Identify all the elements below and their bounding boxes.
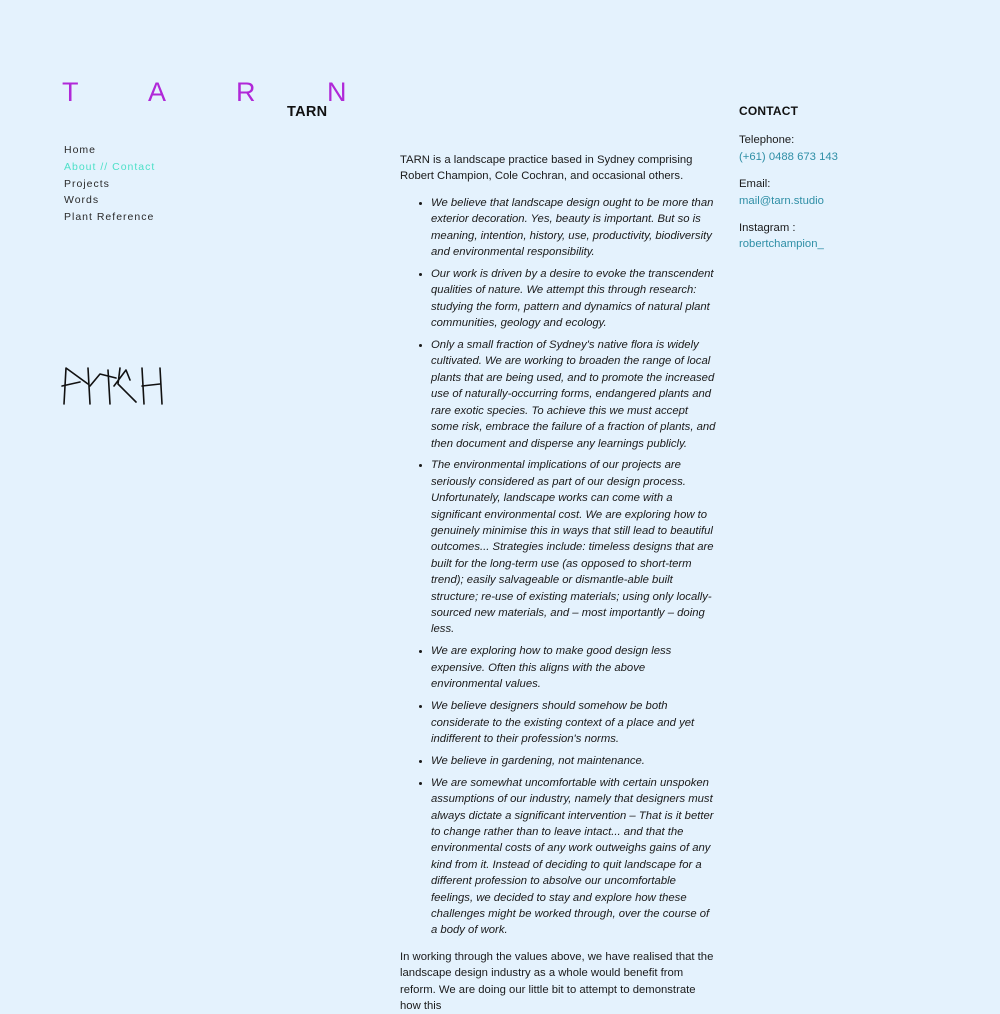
about-content: [400, 152, 718, 1014]
nav-item-about-contact[interactable]: About // Contact: [64, 160, 156, 173]
contact-heading: CONTACT: [739, 104, 799, 118]
list-item: • Our work is driven by a desire to evoke the transcendent qualities of nature. We attempt this through research: studying the form, pattern and dynamics of natural plant communities, geology and ecology.: [431, 266, 718, 332]
values-list: [400, 195, 718, 939]
nav-item-plant-reference[interactable]: Plant Reference: [64, 211, 155, 224]
list-item: • Only a small fraction of Sydney's native flora is widely cultivated. We are working to broaden the range of local plants that are being used, and to promote the increased use of naturally-occurring forms, endangered plants and rare exotic species. To achieve this we must accept some risk, embrace the failure of a fraction of plants, and then document and disperse any learnings publicly.: [431, 337, 718, 452]
nav-item-home[interactable]: Home: [64, 144, 97, 156]
contact-panel: [739, 103, 959, 264]
list-item: • We believe designers should somehow be both considerate to the existing context of a place and yet indifferent to their profession's norms.: [431, 698, 718, 747]
closing-paragraph: In working through the values above, we have realised that the landscape design industry as a whole would benefit from reform. We are doing our little bit to attempt to demonstrate how this: [400, 950, 714, 1012]
intro-paragraph: TARN is a landscape practice based in Sydney comprising Robert Champion, Cole Cochran, and occasional others.: [400, 154, 693, 183]
email-group: [739, 176, 959, 209]
email-link[interactable]: mail@tarn.studio: [739, 194, 824, 207]
list-item: • We are somewhat uncomfortable with certain unspoken assumptions of our industry, namely that designers must always dictate a significant intervention – That is it better to change rather than to leave intact... and that the environmental costs of any work outweighs gains of any kind from it. Instead of deciding to quit landscape for a different profession to absolve our uncomfortable feelings, we decided to stay and explore how these challenges might be worked through, over the course of a body of work.: [431, 775, 718, 939]
instagram-label: Instagram :: [739, 222, 796, 235]
list-item: • We believe that landscape design ought to be more than exterior decoration. Yes, beauty is important. But so is meaning, intention, history, use, productivity, biodiversity and environmental responsibility.: [431, 195, 718, 261]
telephone-link[interactable]: (+61) 0488 673 143: [739, 150, 838, 163]
email-label: Email:: [739, 178, 771, 191]
nav-item-projects[interactable]: Projects: [64, 177, 110, 190]
telephone-label: Telephone:: [739, 134, 795, 147]
instagram-group: [739, 220, 959, 253]
page-title: TARN: [287, 104, 328, 120]
instagram-link[interactable]: robertchampion_: [739, 238, 824, 251]
main-nav: [64, 142, 155, 226]
list-item: • We believe in gardening, not maintenance.: [431, 753, 718, 769]
list-item: • We are exploring how to make good design less expensive. Often this aligns with the above environmental values.: [431, 643, 718, 692]
tarn-signature-icon: [60, 362, 166, 408]
list-item: • The environmental implications of our projects are seriously considered as part of our design process. Unfortunately, landscape works can come with a significant environmental cost. We are exploring how to genuinely minimise this in ways that still lead to beautiful outcomes... Strategies include: timeless designs that are built for the long-term use (as opposed to short-term trend); easily salvageable or dismantle-able built structure; re-use of existing materials; using only locally-sourced new materials, and – most importantly – doing less.: [431, 457, 718, 637]
nav-item-words[interactable]: Words: [64, 194, 100, 207]
site-logo[interactable]: T A R N: [62, 77, 379, 107]
telephone-group: [739, 132, 959, 165]
